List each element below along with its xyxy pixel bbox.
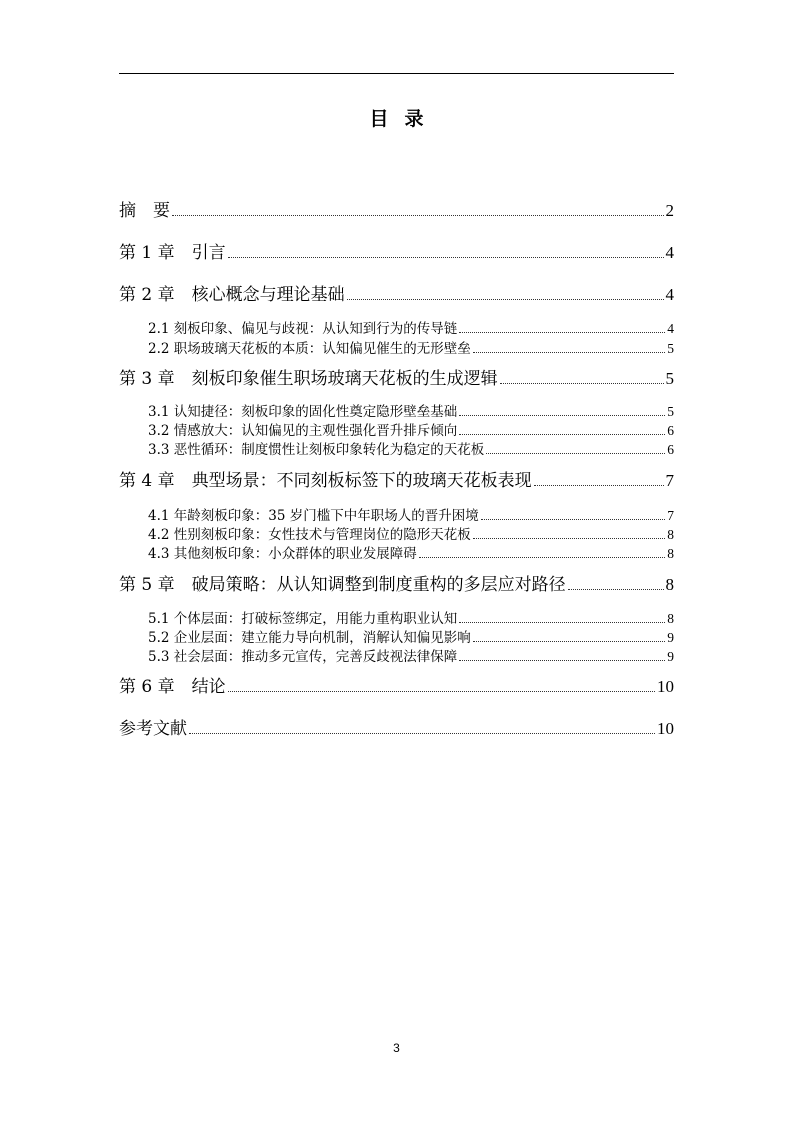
toc-section-entry[interactable] [148,419,674,439]
toc-dot-leader [568,588,664,590]
toc-section-entry[interactable] [148,645,674,665]
toc-dot-leader [534,484,664,486]
page-title: 目录 [369,108,440,130]
header-rule [119,73,674,74]
toc-entry-label: 3.3 恶性循环：制度惯性让刻板印象转化为稳定的天花板 [148,442,485,458]
toc-entry-label: 第 2 章 核心概念与理论基础 [119,285,345,305]
toc-entry-page: 8 [665,575,674,594]
toc-dot-leader [500,382,664,384]
toc-dot-leader [473,640,665,642]
toc-section-entry[interactable] [148,523,674,543]
toc-chapter-entry[interactable] [119,672,674,697]
toc-dot-leader [459,621,665,623]
toc-entry-label: 参考文献 [119,719,187,739]
toc-section-entry[interactable] [148,400,674,420]
toc-entry-page: 8 [667,546,674,561]
toc-entry-label: 4.1 年龄刻板印象：35 岁门槛下中年职场人的晋升困境 [148,508,479,524]
toc-dot-leader [473,537,665,539]
toc-entry-page: 10 [657,719,674,738]
toc-entry-page: 6 [667,442,674,457]
toc-entry-page: 5 [665,369,674,388]
toc-chapter-entry[interactable] [119,570,674,595]
toc-section-entry[interactable] [148,317,674,337]
toc-chapter-entry[interactable] [119,238,674,263]
toc-section-entry[interactable] [148,438,674,458]
toc-entry-label: 3.1 认知捷径：刻板印象的固化性奠定隐形壁垒基础 [148,404,458,420]
toc-entry-page: 5 [667,404,674,419]
toc-entry-page: 4 [665,243,674,262]
toc-entry-page: 9 [667,649,674,664]
toc-dot-leader [486,452,665,454]
toc-dot-leader [459,414,665,416]
toc-section-entry[interactable] [148,542,674,562]
toc-section-entry[interactable] [148,626,674,646]
toc-entry-page: 4 [667,321,674,336]
toc-dot-leader [419,556,665,558]
toc-entry-label: 第 4 章 典型场景：不同刻板标签下的玻璃天花板表现 [119,471,532,491]
toc-entry-page: 4 [665,285,674,304]
toc-dot-leader [228,256,664,258]
page-number: 3 [393,1041,400,1055]
toc-entry-label: 第 5 章 破局策略：从认知调整到制度重构的多层应对路径 [119,575,566,595]
toc-dot-leader [481,518,666,520]
toc-entry-label: 4.3 其他刻板印象：小众群体的职业发展障碍 [148,546,417,562]
toc-dot-leader [189,732,655,734]
toc-section-entry[interactable] [148,607,674,627]
toc-entry-page: 8 [667,611,674,626]
toc-entry-page: 6 [667,423,674,438]
toc-entry-label: 2.1 刻板印象、偏见与歧视：从认知到行为的传导链 [148,321,458,337]
toc-entry-label: 第 1 章 引言 [119,243,226,263]
toc-chapter-entry[interactable] [119,364,674,389]
toc-chapter-entry[interactable] [119,466,674,491]
toc-entry-label: 第 6 章 结论 [119,677,226,697]
toc-dot-leader [459,659,665,661]
toc-dot-leader [473,351,665,353]
toc-dot-leader [459,331,665,333]
toc-entry-label: 4.2 性别刻板印象：女性技术与管理岗位的隐形天花板 [148,527,471,543]
toc-dot-leader [172,214,664,216]
toc-entry-label: 3.2 情感放大：认知偏见的主观性强化晋升排斥倾向 [148,423,458,439]
toc-entry-label: 摘 要 [119,201,170,221]
toc-entry-page: 9 [667,630,674,645]
toc-entry-page: 5 [667,341,674,356]
toc-dot-leader [459,433,665,435]
toc-entry-label: 第 3 章 刻板印象催生职场玻璃天花板的生成逻辑 [119,369,498,389]
toc-chapter-entry[interactable] [119,280,674,305]
toc-entry-label: 5.1 个体层面：打破标签绑定，用能力重构职业认知 [148,611,458,627]
toc-chapter-entry[interactable] [119,714,674,739]
toc-dot-leader [228,690,655,692]
toc-entry-page: 2 [665,201,674,220]
toc-entry-page: 7 [665,471,674,490]
toc-entry-page: 8 [667,527,674,542]
toc-entry-label: 5.2 企业层面：建立能力导向机制，消解认知偏见影响 [148,630,471,646]
toc-entry-label: 2.2 职场玻璃天花板的本质：认知偏见催生的无形壁垒 [148,341,471,357]
toc-entry-page: 7 [667,508,674,523]
toc-section-entry[interactable] [148,504,674,524]
toc-dot-leader [347,298,664,300]
toc-entry-page: 10 [657,677,674,696]
toc-chapter-entry[interactable] [119,196,674,221]
toc-entry-label: 5.3 社会层面：推动多元宣传，完善反歧视法律保障 [148,649,458,665]
toc-section-entry[interactable] [148,337,674,357]
